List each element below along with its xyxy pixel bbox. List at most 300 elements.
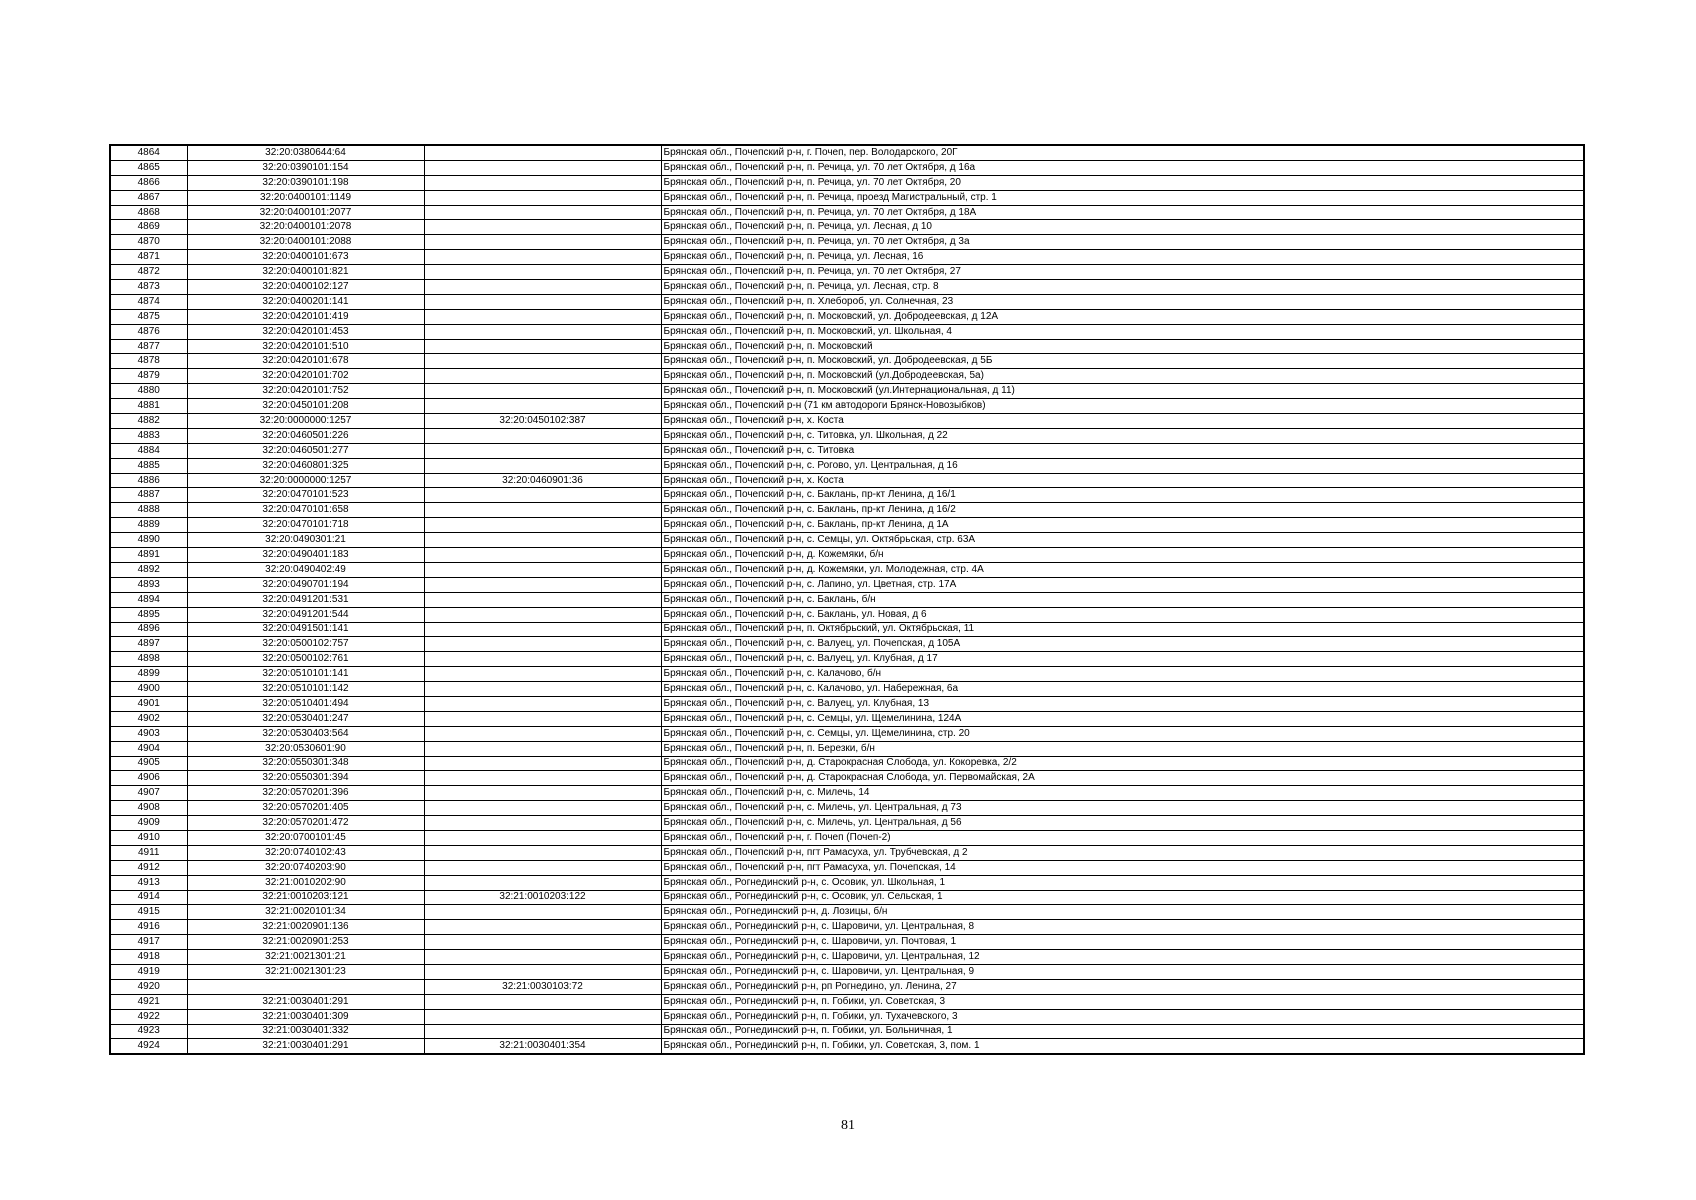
address-cell: Брянская обл., Почепский р-н, п. Московский, ул. Добродеевская, д 12А: [661, 309, 1584, 324]
address-cell: Брянская обл., Почепский р-н, п. Речица, проезд Магистральный, стр. 1: [661, 190, 1584, 205]
row-number-cell: 4887: [110, 488, 187, 503]
address-cell: Брянская обл., Рогнединский р-н, рп Рогнедино, ул. Ленина, 27: [661, 979, 1584, 994]
address-cell: Брянская обл., Почепский р-н, г. Почеп (Почеп-2): [661, 830, 1584, 845]
row-number-cell: 4901: [110, 696, 187, 711]
table-row: [110, 652, 1584, 667]
cadastral-number-cell: 32:20:0000000:1257: [187, 473, 424, 488]
related-cadastral-number-cell: [424, 339, 661, 354]
cadastral-number-cell: 32:21:0030401:291: [187, 994, 424, 1009]
row-number-cell: 4869: [110, 220, 187, 235]
row-number-cell: 4902: [110, 711, 187, 726]
table-row: [110, 160, 1584, 175]
row-number-cell: 4913: [110, 875, 187, 890]
related-cadastral-number-cell: [424, 964, 661, 979]
row-number-cell: 4912: [110, 860, 187, 875]
address-cell: Брянская обл., Почепский р-н, п. Московский: [661, 339, 1584, 354]
table-row: [110, 145, 1584, 160]
cadastral-number-cell: 32:20:0400101:2078: [187, 220, 424, 235]
row-number-cell: 4906: [110, 771, 187, 786]
cadastral-number-cell: 32:20:0550301:348: [187, 756, 424, 771]
table-row: [110, 488, 1584, 503]
address-cell: Брянская обл., Почепский р-н, с. Валуец, ул. Клубная, д 17: [661, 652, 1584, 667]
cadastral-number-cell: 32:20:0470101:523: [187, 488, 424, 503]
table-row: [110, 250, 1584, 265]
cadastral-number-cell: [187, 979, 424, 994]
table-row: [110, 280, 1584, 295]
cadastral-number-cell: 32:21:0030401:332: [187, 1024, 424, 1039]
table-row: [110, 994, 1584, 1009]
table-row: [110, 458, 1584, 473]
cadastral-number-cell: 32:21:0020101:34: [187, 905, 424, 920]
row-number-cell: 4896: [110, 622, 187, 637]
row-number-cell: 4884: [110, 443, 187, 458]
row-number-cell: 4867: [110, 190, 187, 205]
cadastral-number-cell: 32:20:0490701:194: [187, 577, 424, 592]
address-cell: Брянская обл., Почепский р-н, с. Валуец, ул. Клубная, 13: [661, 696, 1584, 711]
address-cell: Брянская обл., Почепский р-н, с. Милечь, ул. Центральная, д 56: [661, 816, 1584, 831]
related-cadastral-number-cell: [424, 667, 661, 682]
cadastral-number-cell: 32:20:0700101:45: [187, 830, 424, 845]
row-number-cell: 4865: [110, 160, 187, 175]
table-row: [110, 1024, 1584, 1039]
address-cell: Брянская обл., Рогнединский р-н, п. Гобики, ул. Тухачевского, 3: [661, 1009, 1584, 1024]
related-cadastral-number-cell: [424, 309, 661, 324]
row-number-cell: 4881: [110, 399, 187, 414]
row-number-cell: 4892: [110, 562, 187, 577]
row-number-cell: 4908: [110, 801, 187, 816]
table-row: [110, 622, 1584, 637]
related-cadastral-number-cell: [424, 801, 661, 816]
cadastral-number-cell: 32:20:0570201:472: [187, 816, 424, 831]
cadastral-number-cell: 32:21:0021301:21: [187, 950, 424, 965]
related-cadastral-number-cell: [424, 190, 661, 205]
row-number-cell: 4890: [110, 533, 187, 548]
row-number-cell: 4872: [110, 265, 187, 280]
table-row: [110, 667, 1584, 682]
table-body: [110, 145, 1584, 1054]
cadastral-number-cell: 32:21:0010202:90: [187, 875, 424, 890]
cadastral-number-cell: 32:20:0400101:2077: [187, 205, 424, 220]
row-number-cell: 4889: [110, 518, 187, 533]
row-number-cell: 4868: [110, 205, 187, 220]
row-number-cell: 4891: [110, 548, 187, 563]
related-cadastral-number-cell: [424, 637, 661, 652]
related-cadastral-number-cell: [424, 682, 661, 697]
address-cell: Брянская обл., Почепский р-н, пгт Рамасуха, ул. Почепская, 14: [661, 860, 1584, 875]
cadastral-number-cell: 32:20:0470101:658: [187, 503, 424, 518]
address-cell: Брянская обл., Почепский р-н, п. Речица, ул. Лесная, стр. 8: [661, 280, 1584, 295]
address-cell: Брянская обл., Почепский р-н, с. Титовка: [661, 443, 1584, 458]
address-cell: Брянская обл., Почепский р-н, п. Речица, ул. 70 лет Октября, 20: [661, 175, 1584, 190]
table-row: [110, 920, 1584, 935]
related-cadastral-number-cell: [424, 607, 661, 622]
table-row: [110, 741, 1584, 756]
cadastral-number-cell: 32:21:0030401:291: [187, 1039, 424, 1054]
related-cadastral-number-cell: [424, 875, 661, 890]
row-number-cell: 4886: [110, 473, 187, 488]
related-cadastral-number-cell: 32:21:0010203:122: [424, 890, 661, 905]
address-cell: Брянская обл., Почепский р-н, с. Семцы, ул. Октябрьская, стр. 63А: [661, 533, 1584, 548]
related-cadastral-number-cell: [424, 175, 661, 190]
related-cadastral-number-cell: [424, 265, 661, 280]
row-number-cell: 4911: [110, 845, 187, 860]
address-cell: Брянская обл., Почепский р-н, п. Речица, ул. 70 лет Октября, д 18А: [661, 205, 1584, 220]
address-cell: Брянская обл., Почепский р-н, п. Речица, ул. 70 лет Октября, д 3а: [661, 235, 1584, 250]
cadastral-number-cell: 32:20:0390101:198: [187, 175, 424, 190]
related-cadastral-number-cell: 32:20:0450102:387: [424, 414, 661, 429]
table-row: [110, 845, 1584, 860]
related-cadastral-number-cell: [424, 994, 661, 1009]
cadastral-number-cell: 32:20:0530403:564: [187, 726, 424, 741]
related-cadastral-number-cell: [424, 324, 661, 339]
row-number-cell: 4878: [110, 354, 187, 369]
table-row: [110, 369, 1584, 384]
table-row: [110, 309, 1584, 324]
cadastral-number-cell: 32:20:0510101:142: [187, 682, 424, 697]
address-cell: Брянская обл., Почепский р-н, п. Октябрьский, ул. Октябрьская, 11: [661, 622, 1584, 637]
address-cell: Брянская обл., Почепский р-н (71 км автодороги Брянск-Новозыбков): [661, 399, 1584, 414]
related-cadastral-number-cell: [424, 488, 661, 503]
table-row: [110, 562, 1584, 577]
related-cadastral-number-cell: [424, 145, 661, 160]
cadastral-number-cell: 32:20:0380644:64: [187, 145, 424, 160]
table-row: [110, 265, 1584, 280]
related-cadastral-number-cell: [424, 458, 661, 473]
cadastral-number-cell: 32:20:0450101:208: [187, 399, 424, 414]
cadastral-number-cell: 32:20:0500102:761: [187, 652, 424, 667]
row-number-cell: 4922: [110, 1009, 187, 1024]
row-number-cell: 4905: [110, 756, 187, 771]
cadastral-number-cell: 32:20:0420101:678: [187, 354, 424, 369]
related-cadastral-number-cell: [424, 294, 661, 309]
related-cadastral-number-cell: [424, 860, 661, 875]
row-number-cell: 4919: [110, 964, 187, 979]
cadastral-number-cell: 32:20:0420101:702: [187, 369, 424, 384]
table-row: [110, 220, 1584, 235]
address-cell: Брянская обл., Рогнединский р-н, с. Осовик, ул. Сельская, 1: [661, 890, 1584, 905]
related-cadastral-number-cell: [424, 354, 661, 369]
table-row: [110, 324, 1584, 339]
address-cell: Брянская обл., Почепский р-н, с. Баклань, б/н: [661, 592, 1584, 607]
related-cadastral-number-cell: [424, 160, 661, 175]
table-row: [110, 384, 1584, 399]
address-cell: Брянская обл., Почепский р-н, г. Почеп, пер. Володарского, 20Г: [661, 145, 1584, 160]
row-number-cell: 4883: [110, 428, 187, 443]
address-cell: Брянская обл., Рогнединский р-н, д. Лозицы, б/н: [661, 905, 1584, 920]
related-cadastral-number-cell: [424, 935, 661, 950]
related-cadastral-number-cell: [424, 652, 661, 667]
related-cadastral-number-cell: [424, 1009, 661, 1024]
table-row: [110, 935, 1584, 950]
table-row: [110, 786, 1584, 801]
table-row: [110, 771, 1584, 786]
row-number-cell: 4921: [110, 994, 187, 1009]
row-number-cell: 4864: [110, 145, 187, 160]
related-cadastral-number-cell: 32:21:0030401:354: [424, 1039, 661, 1054]
table-row: [110, 443, 1584, 458]
address-cell: Брянская обл., Рогнединский р-н, с. Шаровичи, ул. Центральная, 9: [661, 964, 1584, 979]
row-number-cell: 4910: [110, 830, 187, 845]
cadastral-number-cell: 32:21:0030401:309: [187, 1009, 424, 1024]
row-number-cell: 4914: [110, 890, 187, 905]
related-cadastral-number-cell: [424, 830, 661, 845]
cadastral-number-cell: 32:20:0400101:2088: [187, 235, 424, 250]
table-row: [110, 979, 1584, 994]
address-cell: Брянская обл., Почепский р-н, с. Семцы, ул. Щемелинина, 124А: [661, 711, 1584, 726]
table-row: [110, 801, 1584, 816]
related-cadastral-number-cell: [424, 577, 661, 592]
table-row: [110, 1009, 1584, 1024]
related-cadastral-number-cell: [424, 562, 661, 577]
table-row: [110, 830, 1584, 845]
cadastral-number-cell: 32:20:0510101:141: [187, 667, 424, 682]
address-cell: Брянская обл., Почепский р-н, п. Московский (ул.Добродеевская, 5а): [661, 369, 1584, 384]
row-number-cell: 4899: [110, 667, 187, 682]
related-cadastral-number-cell: [424, 726, 661, 741]
address-cell: Брянская обл., Почепский р-н, п. Речица, ул. Лесная, д 10: [661, 220, 1584, 235]
address-cell: Брянская обл., Рогнединский р-н, п. Гобики, ул. Советская, 3: [661, 994, 1584, 1009]
address-cell: Брянская обл., Почепский р-н, с. Лапино, ул. Цветная, стр. 17А: [661, 577, 1584, 592]
address-cell: Брянская обл., Почепский р-н, с. Милечь, 14: [661, 786, 1584, 801]
table-row: [110, 726, 1584, 741]
row-number-cell: 4923: [110, 1024, 187, 1039]
row-number-cell: 4880: [110, 384, 187, 399]
cadastral-number-cell: 32:20:0420101:453: [187, 324, 424, 339]
table-row: [110, 890, 1584, 905]
address-cell: Брянская обл., Почепский р-н, с. Калачово, б/н: [661, 667, 1584, 682]
address-cell: Брянская обл., Почепский р-н, п. Речица, ул. 70 лет Октября, д 16а: [661, 160, 1584, 175]
address-cell: Брянская обл., Рогнединский р-н, с. Шаровичи, ул. Центральная, 12: [661, 950, 1584, 965]
related-cadastral-number-cell: [424, 384, 661, 399]
address-cell: Брянская обл., Почепский р-н, с. Милечь, ул. Центральная, д 73: [661, 801, 1584, 816]
row-number-cell: 4918: [110, 950, 187, 965]
related-cadastral-number-cell: [424, 280, 661, 295]
row-number-cell: 4895: [110, 607, 187, 622]
related-cadastral-number-cell: [424, 696, 661, 711]
cadastral-number-cell: 32:21:0020901:136: [187, 920, 424, 935]
cadastral-number-cell: 32:20:0530601:90: [187, 741, 424, 756]
cadastral-number-cell: 32:20:0550301:394: [187, 771, 424, 786]
table-row: [110, 711, 1584, 726]
related-cadastral-number-cell: [424, 905, 661, 920]
row-number-cell: 4873: [110, 280, 187, 295]
table-row: [110, 548, 1584, 563]
row-number-cell: 4904: [110, 741, 187, 756]
address-cell: Брянская обл., Почепский р-н, п. Хлебороб, ул. Солнечная, 23: [661, 294, 1584, 309]
row-number-cell: 4876: [110, 324, 187, 339]
address-cell: Брянская обл., Почепский р-н, п. Московский, ул. Школьная, 4: [661, 324, 1584, 339]
table-row: [110, 637, 1584, 652]
related-cadastral-number-cell: 32:20:0460901:36: [424, 473, 661, 488]
row-number-cell: 4909: [110, 816, 187, 831]
related-cadastral-number-cell: [424, 711, 661, 726]
cadastral-number-cell: 32:20:0460501:226: [187, 428, 424, 443]
row-number-cell: 4875: [110, 309, 187, 324]
related-cadastral-number-cell: [424, 443, 661, 458]
row-number-cell: 4877: [110, 339, 187, 354]
table-row: [110, 473, 1584, 488]
cadastral-number-cell: 32:20:0740203:90: [187, 860, 424, 875]
address-cell: Брянская обл., Почепский р-н, п. Речица, ул. Лесная, 16: [661, 250, 1584, 265]
cadastral-number-cell: 32:20:0420101:419: [187, 309, 424, 324]
row-number-cell: 4888: [110, 503, 187, 518]
row-number-cell: 4917: [110, 935, 187, 950]
row-number-cell: 4920: [110, 979, 187, 994]
address-cell: Брянская обл., Почепский р-н, д. Старокрасная Слобода, ул. Кокоревка, 2/2: [661, 756, 1584, 771]
related-cadastral-number-cell: [424, 518, 661, 533]
related-cadastral-number-cell: [424, 741, 661, 756]
related-cadastral-number-cell: [424, 399, 661, 414]
address-cell: Брянская обл., Почепский р-н, с. Валуец, ул. Почепская, д 105А: [661, 637, 1584, 652]
address-cell: Брянская обл., Почепский р-н, с. Семцы, ул. Щемелинина, стр. 20: [661, 726, 1584, 741]
table-row: [110, 399, 1584, 414]
cadastral-number-cell: 32:21:0021301:23: [187, 964, 424, 979]
row-number-cell: 4882: [110, 414, 187, 429]
cadastral-number-cell: 32:20:0400101:821: [187, 265, 424, 280]
address-cell: Брянская обл., Почепский р-н, с. Баклань, пр-кт Ленина, д 16/1: [661, 488, 1584, 503]
related-cadastral-number-cell: [424, 816, 661, 831]
row-number-cell: 4870: [110, 235, 187, 250]
related-cadastral-number-cell: [424, 503, 661, 518]
table-row: [110, 294, 1584, 309]
related-cadastral-number-cell: [424, 786, 661, 801]
address-cell: Брянская обл., Рогнединский р-н, с. Осовик, ул. Школьная, 1: [661, 875, 1584, 890]
address-cell: Брянская обл., Почепский р-н, с. Баклань, ул. Новая, д 6: [661, 607, 1584, 622]
cadastral-number-cell: 32:21:0020901:253: [187, 935, 424, 950]
address-cell: Брянская обл., Почепский р-н, с. Баклань, пр-кт Ленина, д 16/2: [661, 503, 1584, 518]
related-cadastral-number-cell: [424, 369, 661, 384]
address-cell: Брянская обл., Почепский р-н, д. Кожемяки, ул. Молодежная, стр. 4А: [661, 562, 1584, 577]
table-row: [110, 756, 1584, 771]
cadastral-number-cell: 32:20:0420101:510: [187, 339, 424, 354]
cadastral-number-cell: 32:20:0400101:673: [187, 250, 424, 265]
address-cell: Брянская обл., Почепский р-н, д. Старокрасная Слобода, ул. Первомайская, 2А: [661, 771, 1584, 786]
address-cell: Брянская обл., Рогнединский р-н, п. Гобики, ул. Больничная, 1: [661, 1024, 1584, 1039]
page-number: 81: [841, 1118, 855, 1133]
address-cell: Брянская обл., Почепский р-н, с. Титовка, ул. Школьная, д 22: [661, 428, 1584, 443]
cadastral-number-cell: 32:20:0490401:183: [187, 548, 424, 563]
related-cadastral-number-cell: 32:21:0030103:72: [424, 979, 661, 994]
cadastral-number-cell: 32:20:0500102:757: [187, 637, 424, 652]
row-number-cell: 4885: [110, 458, 187, 473]
table-row: [110, 875, 1584, 890]
cadastral-number-cell: 32:20:0390101:154: [187, 160, 424, 175]
table-row: [110, 175, 1584, 190]
related-cadastral-number-cell: [424, 533, 661, 548]
table-row: [110, 518, 1584, 533]
cadastral-number-cell: 32:20:0400201:141: [187, 294, 424, 309]
related-cadastral-number-cell: [424, 592, 661, 607]
row-number-cell: 4915: [110, 905, 187, 920]
row-number-cell: 4898: [110, 652, 187, 667]
address-cell: Брянская обл., Почепский р-н, с. Баклань, пр-кт Ленина, д 1А: [661, 518, 1584, 533]
cadastral-number-cell: 32:20:0510401:494: [187, 696, 424, 711]
cadastral-number-cell: 32:20:0740102:43: [187, 845, 424, 860]
address-cell: Брянская обл., Почепский р-н, п. Московский, ул. Добродеевская, д 5Б: [661, 354, 1584, 369]
table-row: [110, 428, 1584, 443]
row-number-cell: 4916: [110, 920, 187, 935]
cadastral-number-cell: 32:20:0491201:544: [187, 607, 424, 622]
cadastral-number-cell: 32:20:0491501:141: [187, 622, 424, 637]
table-row: [110, 682, 1584, 697]
table-row: [110, 905, 1584, 920]
table-row: [110, 860, 1584, 875]
table-row: [110, 964, 1584, 979]
row-number-cell: 4907: [110, 786, 187, 801]
cadastral-number-cell: 32:20:0420101:752: [187, 384, 424, 399]
cadastral-number-cell: 32:20:0491201:531: [187, 592, 424, 607]
table-row: [110, 354, 1584, 369]
address-cell: Брянская обл., Почепский р-н, п. Московский (ул.Интернациональная, д 11): [661, 384, 1584, 399]
cadastral-number-cell: 32:20:0570201:405: [187, 801, 424, 816]
address-cell: Брянская обл., Почепский р-н, п. Березки, б/н: [661, 741, 1584, 756]
row-number-cell: 4900: [110, 682, 187, 697]
table-row: [110, 503, 1584, 518]
cadastral-number-cell: 32:20:0460801:325: [187, 458, 424, 473]
cadastral-number-cell: 32:20:0470101:718: [187, 518, 424, 533]
cadastral-number-cell: 32:20:0000000:1257: [187, 414, 424, 429]
address-cell: Брянская обл., Почепский р-н, д. Кожемяки, б/н: [661, 548, 1584, 563]
related-cadastral-number-cell: [424, 950, 661, 965]
related-cadastral-number-cell: [424, 428, 661, 443]
table-row: [110, 607, 1584, 622]
related-cadastral-number-cell: [424, 771, 661, 786]
related-cadastral-number-cell: [424, 756, 661, 771]
address-cell: Брянская обл., Рогнединский р-н, с. Шаровичи, ул. Центральная, 8: [661, 920, 1584, 935]
address-cell: Брянская обл., Почепский р-н, с. Рогово, ул. Центральная, д 16: [661, 458, 1584, 473]
table-row: [110, 577, 1584, 592]
row-number-cell: 4871: [110, 250, 187, 265]
related-cadastral-number-cell: [424, 235, 661, 250]
table-row: [110, 592, 1584, 607]
row-number-cell: 4894: [110, 592, 187, 607]
cadastral-number-cell: 32:20:0490402:49: [187, 562, 424, 577]
row-number-cell: 4879: [110, 369, 187, 384]
related-cadastral-number-cell: [424, 845, 661, 860]
row-number-cell: 4874: [110, 294, 187, 309]
table-row: [110, 696, 1584, 711]
row-number-cell: 4893: [110, 577, 187, 592]
table-row: [110, 414, 1584, 429]
row-number-cell: 4866: [110, 175, 187, 190]
cadastral-number-cell: 32:20:0570201:396: [187, 786, 424, 801]
table-row: [110, 950, 1584, 965]
table-row: [110, 205, 1584, 220]
address-cell: Брянская обл., Рогнединский р-н, с. Шаровичи, ул. Почтовая, 1: [661, 935, 1584, 950]
row-number-cell: 4924: [110, 1039, 187, 1054]
cadastral-number-cell: 32:20:0530401:247: [187, 711, 424, 726]
address-cell: Брянская обл., Рогнединский р-н, п. Гобики, ул. Советская, 3, пом. 1: [661, 1039, 1584, 1054]
related-cadastral-number-cell: [424, 622, 661, 637]
table-row: [110, 816, 1584, 831]
table-row: [110, 190, 1584, 205]
cadastral-number-cell: 32:20:0400101:1149: [187, 190, 424, 205]
related-cadastral-number-cell: [424, 205, 661, 220]
related-cadastral-number-cell: [424, 920, 661, 935]
cadastral-number-cell: 32:20:0490301:21: [187, 533, 424, 548]
cadastral-number-cell: 32:21:0010203:121: [187, 890, 424, 905]
address-cell: Брянская обл., Почепский р-н, с. Калачово, ул. Набережная, 6а: [661, 682, 1584, 697]
table-row: [110, 235, 1584, 250]
related-cadastral-number-cell: [424, 220, 661, 235]
address-cell: Брянская обл., Почепский р-н, пгт Рамасуха, ул. Трубчевская, д 2: [661, 845, 1584, 860]
registry-table: [109, 144, 1585, 1055]
row-number-cell: 4897: [110, 637, 187, 652]
address-cell: Брянская обл., Почепский р-н, х. Коста: [661, 473, 1584, 488]
related-cadastral-number-cell: [424, 250, 661, 265]
table-row: [110, 339, 1584, 354]
cadastral-number-cell: 32:20:0460501:277: [187, 443, 424, 458]
